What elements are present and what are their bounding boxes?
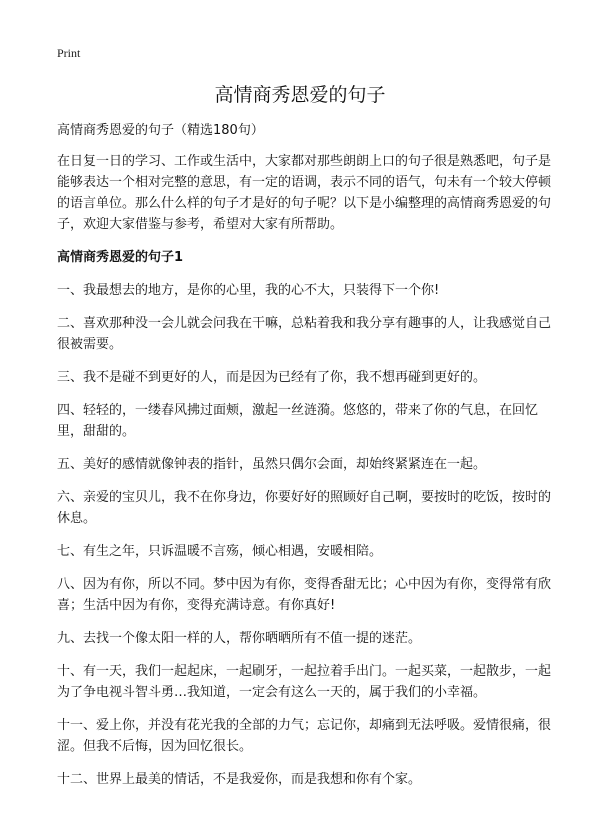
- document-subtitle: 高情商秀恩爱的句子（精选180句）: [57, 123, 264, 138]
- list-item: 三、我不是碰不到更好的人，而是因为已经有了你，我不想再碰到更好的。: [57, 370, 487, 385]
- list-item: 八、因为有你，所以不同。梦中因为有你，变得香甜无比；心中因为有你，变得常有欣喜；生活中因为有你，变得充满诗意。有你真好!: [57, 577, 552, 613]
- section-heading: 高情商秀恩爱的句子1: [57, 250, 184, 265]
- list-item: 二、喜欢那种没一会儿就会问我在干嘛，总粘着我和我分享有趣事的人，让我感觉自己很被需要。: [57, 316, 552, 352]
- print-link[interactable]: Print: [57, 46, 81, 60]
- list-item: 五、美好的感情就像钟表的指针，虽然只偶尔会面，却始终紧紧连在一起。: [57, 457, 487, 472]
- list-item: 一、我最想去的地方，是你的心里，我的心不大，只装得下一个你!: [57, 283, 440, 298]
- list-item: 四、轻轻的，一缕春风拂过面颊，激起一丝涟漪。悠悠的，带来了你的气息，在回忆里，甜甜的。: [57, 403, 539, 439]
- list-item: 十二、世界上最美的情话，不是我爱你，而是我想和你有个家。: [57, 772, 422, 787]
- list-item: 十一、爱上你，并没有花光我的全部的力气；忘记你，却痛到无法呼吸。爱情很痛，很涩。但我不后悔，因为回忆很长。: [57, 718, 552, 754]
- list-item: 七、有生之年，只诉温暖不言殇，倾心相遇，安暖相陪。: [57, 544, 383, 559]
- list-item: 十、有一天，我们一起起床，一起刷牙，一起拉着手出门。一起买菜，一起散步，一起为了争电视斗智斗勇…我知道，一定会有这么一天的，属于我们的小幸福。: [57, 664, 552, 700]
- document-body: [57, 120, 553, 802]
- list-item: 九、去找一个像太阳一样的人，帮你晒晒所有不值一提的迷茫。: [57, 631, 422, 646]
- list-item: 六、亲爱的宝贝儿，我不在你身边，你要好好的照顾好自己啊，要按时的吃饭，按时的休息。: [57, 490, 552, 526]
- page-title: 高情商秀恩爱的句子: [214, 84, 386, 106]
- intro-paragraph: 在日复一日的学习、工作或生活中，大家都对那些朗朗上口的句子很是熟悉吧，句子是能够表达一个相对完整的意思，有一定的语调，表示不同的语气，句未有一个较大停顿的语言单位。那么什么样的句子才是好的句子呢？以下是小编整理的高情商秀恩爱的句子，欢迎大家借鉴与参考，希望对大家有所帮助。: [57, 154, 552, 232]
